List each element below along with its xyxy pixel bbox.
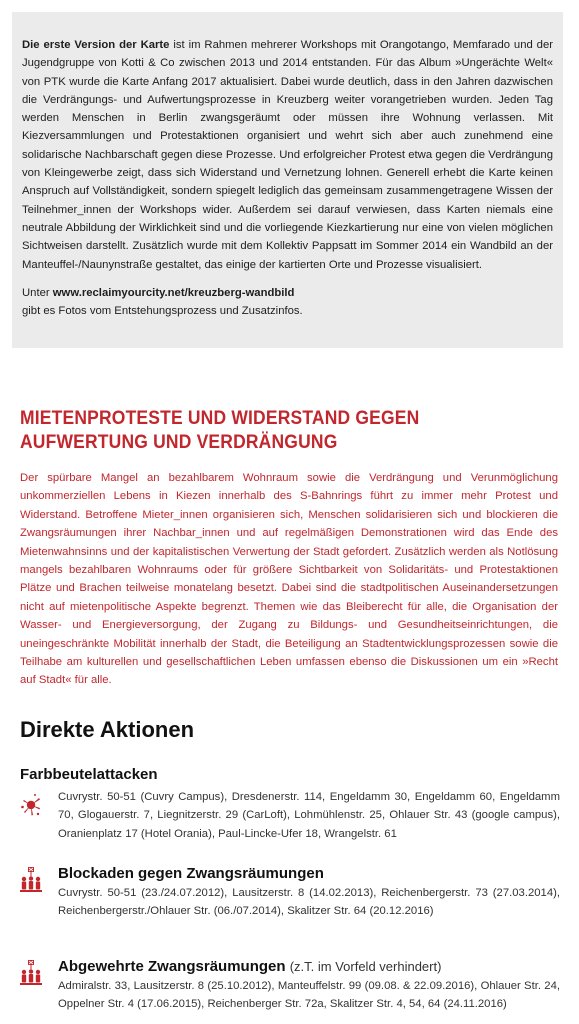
section-title — [20, 407, 564, 455]
entry-text: Cuvrystr. 50-51 (23./24.07.2012), Lausitzerstr. 8 (14.02.2013), Reichenbergerstr. 73 (27.03.2014), Reichenbergerstr./Ohlauer Str. (06./07.2014), Skalitzer Str. 64 (20.12.2016) — [58, 887, 560, 918]
info-paragraph-text: ist im Rahmen mehrerer Workshops mit Orangotango, Memfarado und der Jugendgruppe von Kotti & Co zwischen 2013 und 2014 entstanden. Für das Album »Ungerächte Welt« von PTK wurde die Karte Anfang 2017 aktualisiert. Dabei wurde deutlich, dass in den Jahren dazwischen die Verdrängungs- und Aufwertungsprozesse in Kreuzberg weiter vorangetrieben wurden. Jeden Tag werden Menschen in Berlin zwangsgeräumt oder müssen ihre Wohnung verlassen. Mit Kiezversammlungen und Protestaktionen organisiert und wehrt sich aber auch zunehmend eine solidarische Nachbarschaft gegen diese Prozesse. Und erfolgreicher Protest etwa gegen die Verdrängung von Kleingewerbe zeigt, dass sich Widerstand und Vernetzung lohnen. Generell erhebt die Karte keinen Anspruch auf Vollständigkeit, sondern spiegelt lediglich das gemeinsam zusammengetragene Wissen der Teilnehmer_innen der Workshops wider. Außerdem sei darauf verwiesen, dass Karten niemals eine neutrale Abbildung der Wirklichkeit sind und die vorliegende Kiezkartierung nur eine von vielen möglichen Sichtweisen darstellt. Zusätzlich wurde mit dem Kollektiv Pappsatt im Sommer 2014 ein Wandbild an der Manteuffel-/Naunynstraße gestaltet, das einige der kartierten Orte und Prozesse visualisiert. — [22, 39, 554, 271]
info-box — [12, 12, 563, 348]
actions-heading: Direkte Aktionen — [20, 717, 195, 742]
paint-splatter-icon — [20, 792, 42, 818]
info-link-line — [22, 284, 553, 321]
entry-text: Cuvrystr. 50-51 (Cuvry Campus), Dresdenerstr. 114, Engeldamm 30, Engeldamm 60, Engeldamm 70, Glogauerstr. 7, Liegnitzerstr. 29 (CarLoft), Lohmühlenstr. 25, Ohlauer Str. 43 (google campus), Oranienplatz 17 (Hotel Orania), Paul-Lincke-Ufer 18, Wrangelstr. 61 — [58, 791, 560, 840]
entry-abgewehrte — [20, 957, 560, 1014]
entry-blockaden — [20, 864, 560, 921]
section-title-line-2: AUFWERTUNG UND VERDRÄNGUNG — [20, 432, 338, 453]
entry-farbbeutelattacken — [20, 766, 560, 843]
entry-subtitle: (z.T. im Vorfeld verhindert) — [289, 959, 442, 974]
section-title-line-1: MIETENPROTESTE UND WIDERSTAND GEGEN — [20, 408, 420, 429]
entry-title: Abgewehrte Zwangsräumungen — [58, 958, 286, 975]
info-paragraph — [22, 36, 553, 274]
entry-text: Admiralstr. 33, Lausitzerstr. 8 (25.10.2012), Manteuffelstr. 99 (09.08. & 22.09.2016), Ohlauer Str. 24, Oppelner Str. 4 (17.06.2015), Reichenberger Str. 72a, Skalitzer Str. 4, 54, 64 (24.11.2016) — [58, 980, 560, 1011]
entry-headline — [58, 957, 560, 977]
info-bold-intro: Die erste Version der Karte — [22, 39, 170, 51]
red-section — [20, 407, 558, 690]
link-suffix: gibt es Fotos vom Entstehungsprozess und Zusatzinfos. — [22, 305, 303, 318]
section-body: Der spürbare Mangel an bezahlbarem Wohnraum sowie die Verdrängung und Verunmöglichung unkommerziellen Lebens in Kiezen innerhalb des S-Bahnrings führt zu immer mehr Protest und Widerstand. Betroffene Mieter_innen organisieren sich, Menschen solidarisieren sich und blockieren die Zwangsräumungen ihrer Nachbar_innen und auf regelmäßigen Demonstrationen wird das Ende des Mietenwahnsinns und der kapitalistischen Verwertung der Stadt gefordert. Zusätzlich werden als Notlösung mangels bezahlbaren Wohnraums oder für größere Sichtbarkeit von Solidaritäts- und Protestaktionen Plätze und Brachen teilweise monatelang besetzt. Dabei sind die stadtpolitischen Auseinandersetzungen nicht auf mietenpolitische Aspekte begrenzt. Themen wie das Bleiberecht für alle, die Organisation der Wasser- und Energieversorgung, der Zugang zu Bildungs- und Gesundheitseinrichtungen, die uneingeschränkte Mobilität innerhalb der Stadt, die Beteiligung an Stadtentwicklungsprozessen sowie die Teilhabe am kulturellen und gesellschaftlichen Leben umfassen ebenso die Diskussionen um ein »Recht auf Stadt« für alle. — [20, 472, 558, 687]
entry-title: Blockaden gegen Zwangsräumungen — [58, 865, 324, 882]
entry-title: Farbbeutelattacken — [20, 766, 158, 783]
reclaim-link[interactable]: www.reclaimyourcity.net/kreuzberg-wandbild — [52, 286, 295, 299]
defended-eviction-icon — [20, 959, 42, 985]
link-prefix: Unter — [22, 286, 53, 299]
blockade-crowd-icon — [20, 866, 42, 892]
